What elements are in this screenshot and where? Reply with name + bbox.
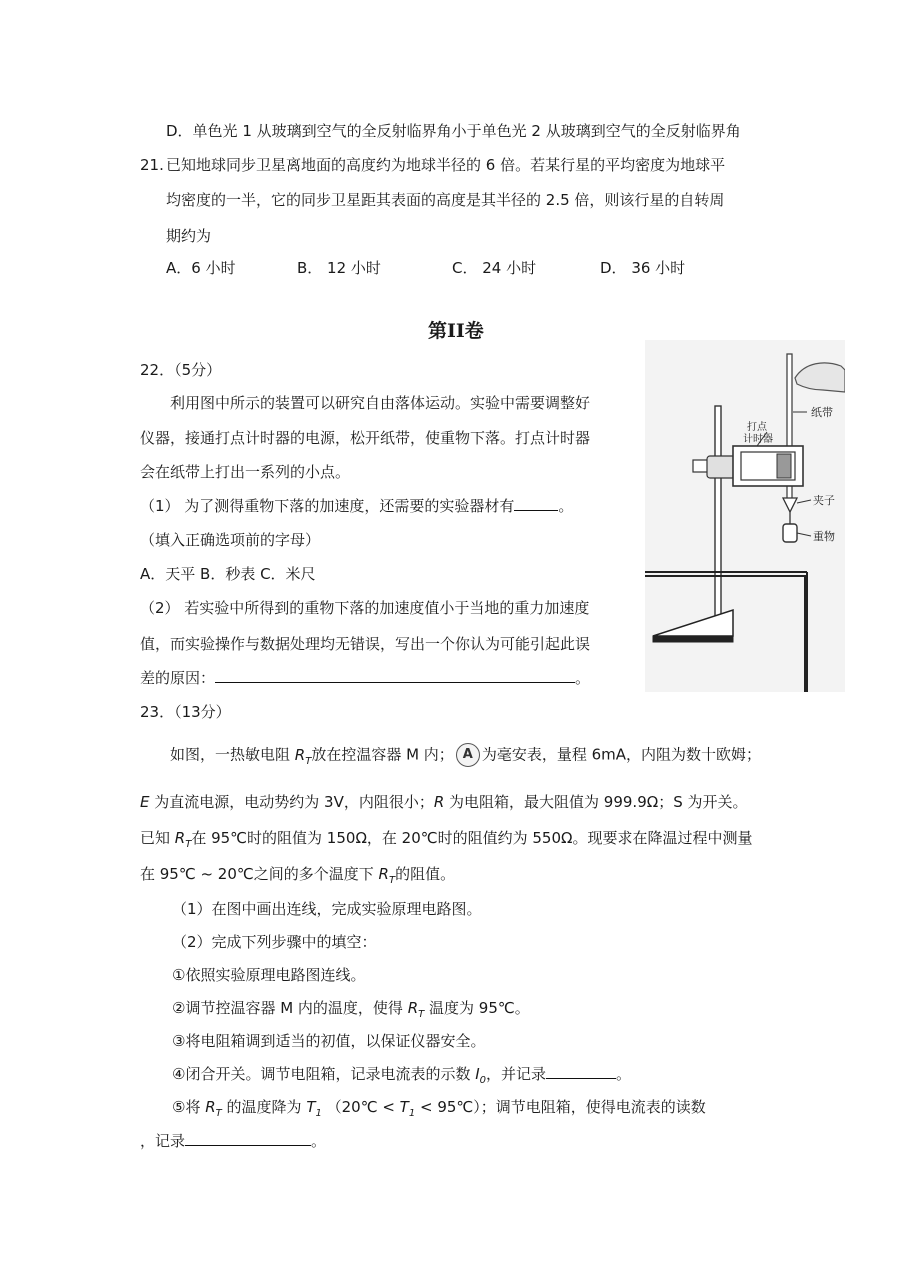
- q21-line-3: 期约为: [166, 227, 212, 245]
- q23-l3-text-3: ，在 20℃时的阻值约为 550: [366, 829, 562, 847]
- label-tape: 纸带: [811, 406, 833, 419]
- q23-step4-answer-blank[interactable]: [546, 1064, 616, 1079]
- label-timer: 打点: [747, 422, 767, 433]
- q22-subquestion-2-line-1: （2） 若实验中所得到的重物下落的加速度值小于当地的重力加速度: [140, 599, 590, 617]
- base-plate-edge: [653, 636, 733, 642]
- q23-l4-text-2: 的阻值。: [395, 865, 456, 883]
- rt-symbol: $R_T$: [378, 865, 396, 886]
- q22-subquestion-2-line-3: [140, 668, 590, 688]
- q21-number: 21.: [140, 156, 164, 174]
- q23-st2-text: ②调节控温容器 M 内的温度，使得: [172, 999, 408, 1017]
- q23-st4-text-2: ，并记录: [486, 1065, 547, 1083]
- q23-step-2: [172, 998, 530, 1025]
- q23-line-1: [170, 743, 761, 772]
- q23-step-1: ①依照实验原理电路图连线。: [172, 966, 366, 984]
- q23-st4-text: ④闭合开关。调节电阻箱，记录电流表的示数: [172, 1065, 476, 1083]
- label-clip: 夹子: [813, 494, 835, 507]
- e-symbol: E: [140, 793, 150, 811]
- q22-s2-text: 差的原因：: [140, 669, 216, 687]
- q22-paragraph-1: 利用图中所示的装置可以研究自由落体运动。实验中需要调整好: [170, 394, 591, 412]
- q23-st5-end: 。: [311, 1132, 327, 1150]
- q23-header: 23．（13分）: [140, 703, 231, 721]
- q22-header: 22．（5分）: [140, 361, 222, 379]
- q23-step-5-continued: [140, 1131, 326, 1151]
- q23-line-3: [140, 828, 753, 855]
- q22-s1-text: （1） 为了测得重物下落的加速度，还需要的实验器材有: [140, 497, 515, 515]
- q22-paragraph-2: 仪器，接通打点计时器的电源，松开纸带，使重物下落。打点计时器: [140, 429, 591, 447]
- q22-options: A．天平 B．秒表 C．米尺: [140, 565, 316, 583]
- q21-option-b: B． 12 小时: [297, 259, 381, 277]
- q23-st5-text-3: （20℃ <: [321, 1098, 400, 1116]
- q20-option-d: D．单色光 1 从玻璃到空气的全反射临界角小于单色光 2 从玻璃到空气的全反射临界角: [166, 122, 741, 140]
- ammeter-icon: A: [456, 743, 480, 767]
- q22-s2-end: 。: [575, 669, 591, 687]
- q22-paragraph-3: 会在纸带上打出一系列的小点。: [140, 463, 351, 481]
- rt-symbol: $R_T$: [174, 829, 192, 850]
- q23-step5-answer-blank[interactable]: [185, 1131, 311, 1146]
- r-symbol: R: [433, 793, 445, 811]
- q23-st2-text-2: 温度为 95℃。: [424, 999, 530, 1017]
- q22-s1-instruction: （填入正确选项前的字母）: [140, 531, 321, 549]
- ohm-symbol: Ω: [561, 829, 573, 847]
- q23-l3-text-2: 在 95℃时的阻值为 150: [191, 829, 356, 847]
- q22-s1-answer-blank[interactable]: [514, 496, 558, 511]
- i0-symbol: $I_0$: [475, 1065, 487, 1086]
- t1-symbol: $T_1$: [399, 1098, 416, 1119]
- q23-l1-text-2: 放在控温容器 M 内；: [311, 745, 454, 764]
- q23-l3-text: 已知: [140, 829, 175, 847]
- section-title: 第II卷: [428, 320, 484, 342]
- q23-st5-text-5: ，记录: [140, 1132, 186, 1150]
- q21-option-d: D． 36 小时: [600, 259, 686, 277]
- q21-option-a: A．6 小时: [166, 259, 236, 277]
- q23-line-2: [140, 792, 748, 812]
- label-timer-2: 计时器: [743, 434, 773, 445]
- q23-l3-text-4: 。现要求在降温过程中测量: [572, 829, 753, 847]
- q23-st5-text-2: 的温度降为: [221, 1098, 307, 1116]
- q23-st5-text: ⑤将: [172, 1098, 206, 1116]
- q23-step-4: [172, 1064, 631, 1091]
- q22-s2-answer-blank[interactable]: [215, 668, 575, 683]
- q23-l2-text: 为直流电源，电动势约为 3V，内阻很小；: [149, 793, 434, 811]
- rt-symbol: $R_T$: [407, 999, 425, 1020]
- rt-symbol: $R_T$: [205, 1098, 222, 1119]
- ohm-symbol: Ω: [355, 829, 367, 847]
- q23-st4-end: 。: [616, 1065, 632, 1083]
- ohm-symbol: Ω: [646, 793, 659, 811]
- q22-s1-end: 。: [558, 497, 574, 515]
- label-weight: 重物: [813, 530, 835, 543]
- q21-option-c: C． 24 小时: [452, 259, 537, 277]
- q23-st5-text-4: < 95℃）；调节电阻箱，使得电流表的读数: [415, 1098, 706, 1116]
- q23-step-3: ③将电阻箱调到适当的初值，以保证仪器安全。: [172, 1032, 486, 1050]
- q23-subquestion-2: （2）完成下列步骤中的填空：: [172, 933, 377, 951]
- t1-symbol: $T_1$: [306, 1098, 322, 1119]
- clamp-holder: [707, 456, 735, 478]
- stand-pole: [715, 406, 721, 636]
- q21-line-2: 均密度的一半，它的同步卫星距其表面的高度是其半径的 2.5 倍，则该行星的自转周: [166, 191, 725, 209]
- q22-subquestion-2-line-2: 值，而实验操作与数据处理均无错误，写出一个你认为可能引起此误: [140, 635, 591, 653]
- q23-l2-text-2: 为电阻箱，最大阻值为 999.9: [444, 793, 647, 811]
- q21-line-1: 已知地球同步卫星离地面的高度约为地球半径的 6 倍。若某行星的平均密度为地球平: [166, 156, 726, 174]
- q23-subquestion-1: （1）在图中画出连线，完成实验原理电路图。: [172, 900, 482, 918]
- q23-l1-text: 如图，一热敏电阻: [170, 745, 295, 764]
- free-fall-apparatus-figure: [645, 340, 845, 692]
- q22-subquestion-1: [140, 496, 573, 516]
- q23-l2-text-3: ；S 为开关。: [658, 793, 748, 811]
- q23-l4-text: 在 95℃ ~ 20℃之间的多个温度下: [140, 865, 379, 883]
- q23-line-4: [140, 864, 455, 891]
- timer-coil: [777, 454, 791, 478]
- q23-step-5: [172, 1097, 706, 1124]
- rt-symbol: $R_T$: [294, 745, 312, 767]
- q23-l1-text-3: 为毫安表，量程 6mA，内阻为数十欧姆；: [481, 745, 761, 764]
- weight: [783, 524, 797, 542]
